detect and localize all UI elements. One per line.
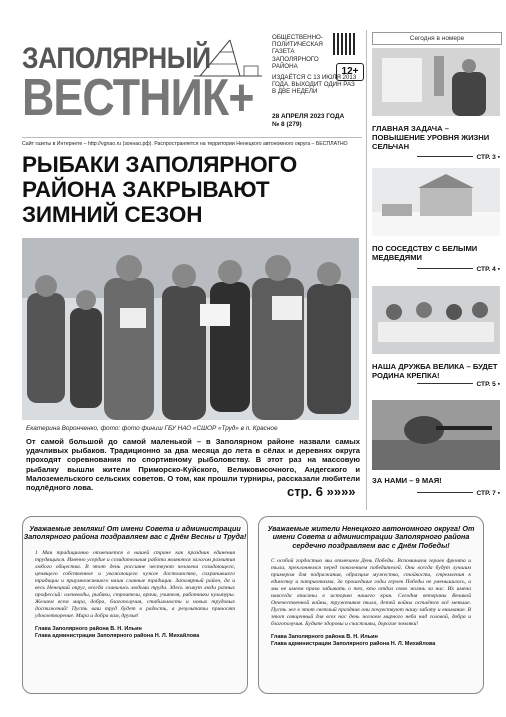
- sidebar-divider: [366, 30, 367, 510]
- sidebar-title: Сегодня в номере: [372, 32, 502, 45]
- sidebar-item-ref: СТР. 3 ▪: [372, 154, 500, 161]
- age-rating-badge: 12+: [336, 63, 364, 81]
- greeting-body: С особой гордостью мы отмечаем День Победы. Вспоминаем героев фронта и тыла, преклоняемся перед поколением победителей. Они всегда будут лучшим примером для подражания, образцом мужества, стойкости, стремления к единству и патриотизма. За прошедшие годы героев Победы не уменьшилось, и мы не имеем права забывать о тех, кто отдал свою жизнь за нас. Их имена навсегда вписаны в историю нашего края. Сегодня ветераны Великой Отечественной войны, тружеников тыла, детей войны остаётся всё меньше. Пусть же в этот светлый праздник они почувствуют нашу заботу и внимание. В этот священный для всех нас день желаем мирного неба над головой, добра и благополучия. Будьте здоровы и счастливы, дорогие земляки!: [271, 558, 471, 628]
- qr-code-icon: [333, 33, 355, 55]
- sidebar-item-title: ЗА НАМИ – 9 МАЯ!: [372, 476, 442, 485]
- sidebar-photo-meeting: [372, 48, 500, 116]
- sidebar-item-ref: СТР. 4 ▪: [372, 266, 500, 273]
- radio-tower-illustration: [190, 38, 264, 78]
- site-line: Сайт газеты в Интернете – http://vgnao.ru (зоннао.рф). Распространяется на территории Ненецкого автономного округа – БЕСПЛАТНО: [22, 137, 362, 147]
- sidebar-photo-arctic-station: [372, 168, 500, 236]
- sidebar-item-title: НАША ДРУЖБА ВЕЛИКА – БУДЕТ РОДИНА КРЕПКА!: [372, 362, 498, 380]
- sidebar-photo-soldier: [372, 400, 500, 470]
- greeting-heading: Уважаемые земляки! От имени Совета и администрации Заполярного района поздравляем вас с Днём Весны и Труда!: [23, 524, 247, 542]
- masthead-description: ОБЩЕСТВЕННО-ПОЛИТИЧЕСКАЯ ГАЗЕТА ЗАПОЛЯРНОГО РАЙОНА: [272, 34, 323, 70]
- masthead-title-line2: ВЕСТНИК+: [22, 69, 254, 127]
- sidebar-photo-classroom: [372, 286, 500, 354]
- sidebar-item-ref: СТР. 7 ▪: [372, 490, 500, 497]
- main-photo-fishermen: [22, 238, 359, 420]
- greeting-signature: Глава Заполярного района В. Н. Ильин Глава администрации Заполярного района Н. Л. Михайлова: [35, 625, 200, 639]
- greeting-signature: Глава Заполярного района В. Н. Ильин Глава администрации Заполярного района Н. Л. Михайлова: [271, 634, 436, 648]
- main-headline: РЫБАКИ ЗАПОЛЯРНОГО РАЙОНА ЗАКРЫВАЮТ ЗИМНИЙ СЕЗОН: [22, 152, 297, 227]
- lede-paragraph: От самой большой до самой маленькой – в Заполярном районе назвали самых удачливых рыбаков. Традиционно за два месяца до лета в сёлах и деревнях округа проходят соревнования по спортивному рыболовству. В этот раз на массовую рыбалку вышли жители Приморско-Куйского, Великовисочного, Андегского и Малоземельского сельских советов. О том, как прошли турниры, рассказали любители подлёдного лова.: [26, 437, 360, 493]
- sidebar-item-ref: СТР. 5 ▪: [372, 381, 500, 388]
- photo-caption: Екатерина Воронченко, фото: фото финиш ГБУ НАО «СШОР «Труд» в п. Красное: [26, 425, 278, 432]
- issue-number: № 8 (279): [272, 121, 302, 128]
- sidebar-item-title: ПО СОСЕДСТВУ С БЕЛЫМИ МЕДВЕДЯМИ: [372, 244, 478, 262]
- masthead-published: ИЗДАЁТСЯ С 13 ИЮЛЯ 2013 ГОДА. ВЫХОДИТ ОДИН РАЗ В ДВЕ НЕДЕЛИ: [272, 74, 357, 96]
- main-page-reference: стр. 6 »»»»: [287, 484, 356, 499]
- masthead-title-line1: ЗАПОЛЯРНЫЙ: [22, 42, 211, 75]
- issue-date: 28 АПРЕЛЯ 2023 ГОДА: [272, 113, 345, 120]
- greeting-box-labor-day: [22, 516, 248, 694]
- greeting-box-victory-day: [258, 516, 484, 694]
- greeting-body: 1 Мая традиционно отмечается в нашей стране как праздник единения трудящихся. Именно усердие и созидательная работа являются залогом развития любого общества. В этот день россияне чествуют человека созидающего, ценящего собственное и уважающего чужое достоинство, сохранившего традиции и приумножившего наши славные традиции. Заполярный район, да и весь Ненецкий округ, всегда славились людьми труда. Здесь живут люди разных профессий: оленеводы, рыбаки, строители, врачи, учителя, работники культуры. Желаем всем мира, добра, благополучия, стабильности и новых трудовых достижений! Пусть ваш труд будет в радость, а результаты приносят удовлетворение. Мира и добра вам, друзья!: [35, 549, 235, 619]
- sidebar-item-title: ГЛАВНАЯ ЗАДАЧА – ПОВЫШЕНИЕ УРОВНЯ ЖИЗНИ СЕЛЬЧАН: [372, 124, 490, 151]
- greeting-heading: Уважаемые жители Ненецкого автономного округа! От имени Совета и администрации Заполярного района сердечно поздравляем вас с Днём Победы!: [267, 524, 475, 550]
